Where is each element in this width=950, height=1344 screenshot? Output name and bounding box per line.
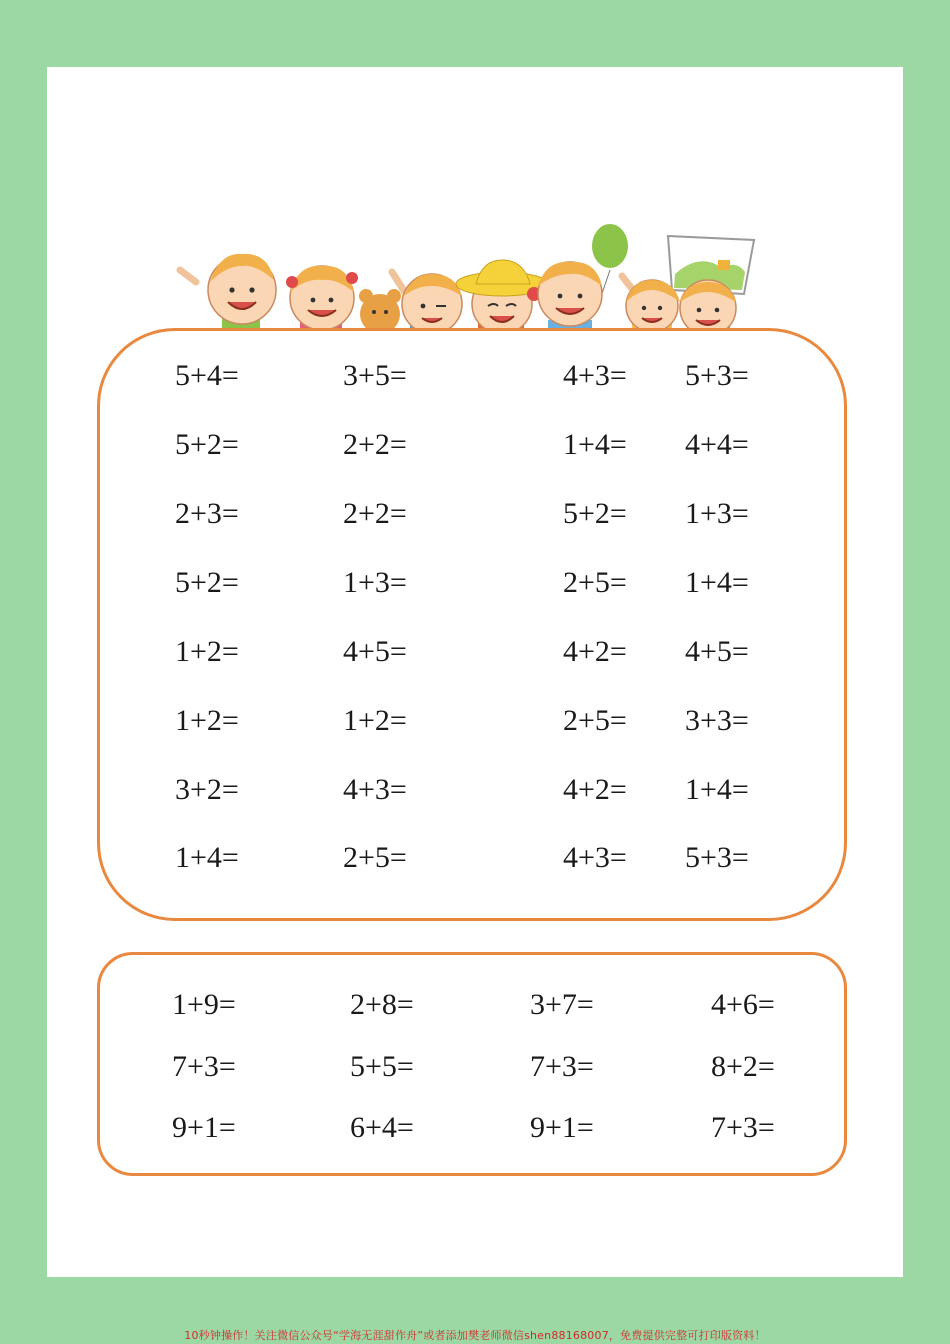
problem: 4+5=	[343, 635, 407, 668]
problem: 2+8=	[350, 988, 414, 1021]
problem: 1+3=	[343, 566, 407, 599]
problem: 1+2=	[343, 704, 407, 737]
problem: 4+4=	[685, 428, 749, 461]
problem: 5+5=	[350, 1050, 414, 1083]
problem: 2+3=	[175, 497, 239, 530]
problem: 5+2=	[175, 428, 239, 461]
problem: 1+2=	[175, 704, 239, 737]
problem: 1+4=	[563, 428, 627, 461]
problem: 1+4=	[685, 566, 749, 599]
problem: 4+5=	[685, 635, 749, 668]
problem: 2+2=	[343, 428, 407, 461]
problem: 1+9=	[172, 988, 236, 1021]
problem: 7+3=	[172, 1050, 236, 1083]
problem: 3+5=	[343, 359, 407, 392]
problem: 4+2=	[563, 773, 627, 806]
problem: 5+3=	[685, 841, 749, 874]
problem: 5+2=	[563, 497, 627, 530]
problem: 7+3=	[711, 1111, 775, 1144]
problem: 5+2=	[175, 566, 239, 599]
problem: 3+7=	[530, 988, 594, 1021]
problem: 5+4=	[175, 359, 239, 392]
problem: 4+6=	[711, 988, 775, 1021]
problem: 5+3=	[685, 359, 749, 392]
problem: 8+2=	[711, 1050, 775, 1083]
problem: 4+2=	[563, 635, 627, 668]
problem: 1+4=	[175, 841, 239, 874]
problem: 3+2=	[175, 773, 239, 806]
problem: 3+3=	[685, 704, 749, 737]
problem: 4+3=	[343, 773, 407, 806]
problem: 1+2=	[175, 635, 239, 668]
problem: 2+5=	[343, 841, 407, 874]
problem: 1+4=	[685, 773, 749, 806]
problem: 1+3=	[685, 497, 749, 530]
problem: 4+3=	[563, 841, 627, 874]
footer-promo-text: 10秒钟操作！关注微信公众号“学海无涯甜作舟”或者添加樊老师微信shen88168007，免费提供完整可打印版资料！	[184, 1329, 766, 1342]
problem: 2+5=	[563, 566, 627, 599]
problem: 7+3=	[530, 1050, 594, 1083]
children-peeking-illustration	[170, 222, 770, 340]
problem: 6+4=	[350, 1111, 414, 1144]
problem: 9+1=	[172, 1111, 236, 1144]
problem: 9+1=	[530, 1111, 594, 1144]
problem: 2+2=	[343, 497, 407, 530]
problem: 2+5=	[563, 704, 627, 737]
problem-box-upper	[97, 328, 847, 921]
problem: 4+3=	[563, 359, 627, 392]
